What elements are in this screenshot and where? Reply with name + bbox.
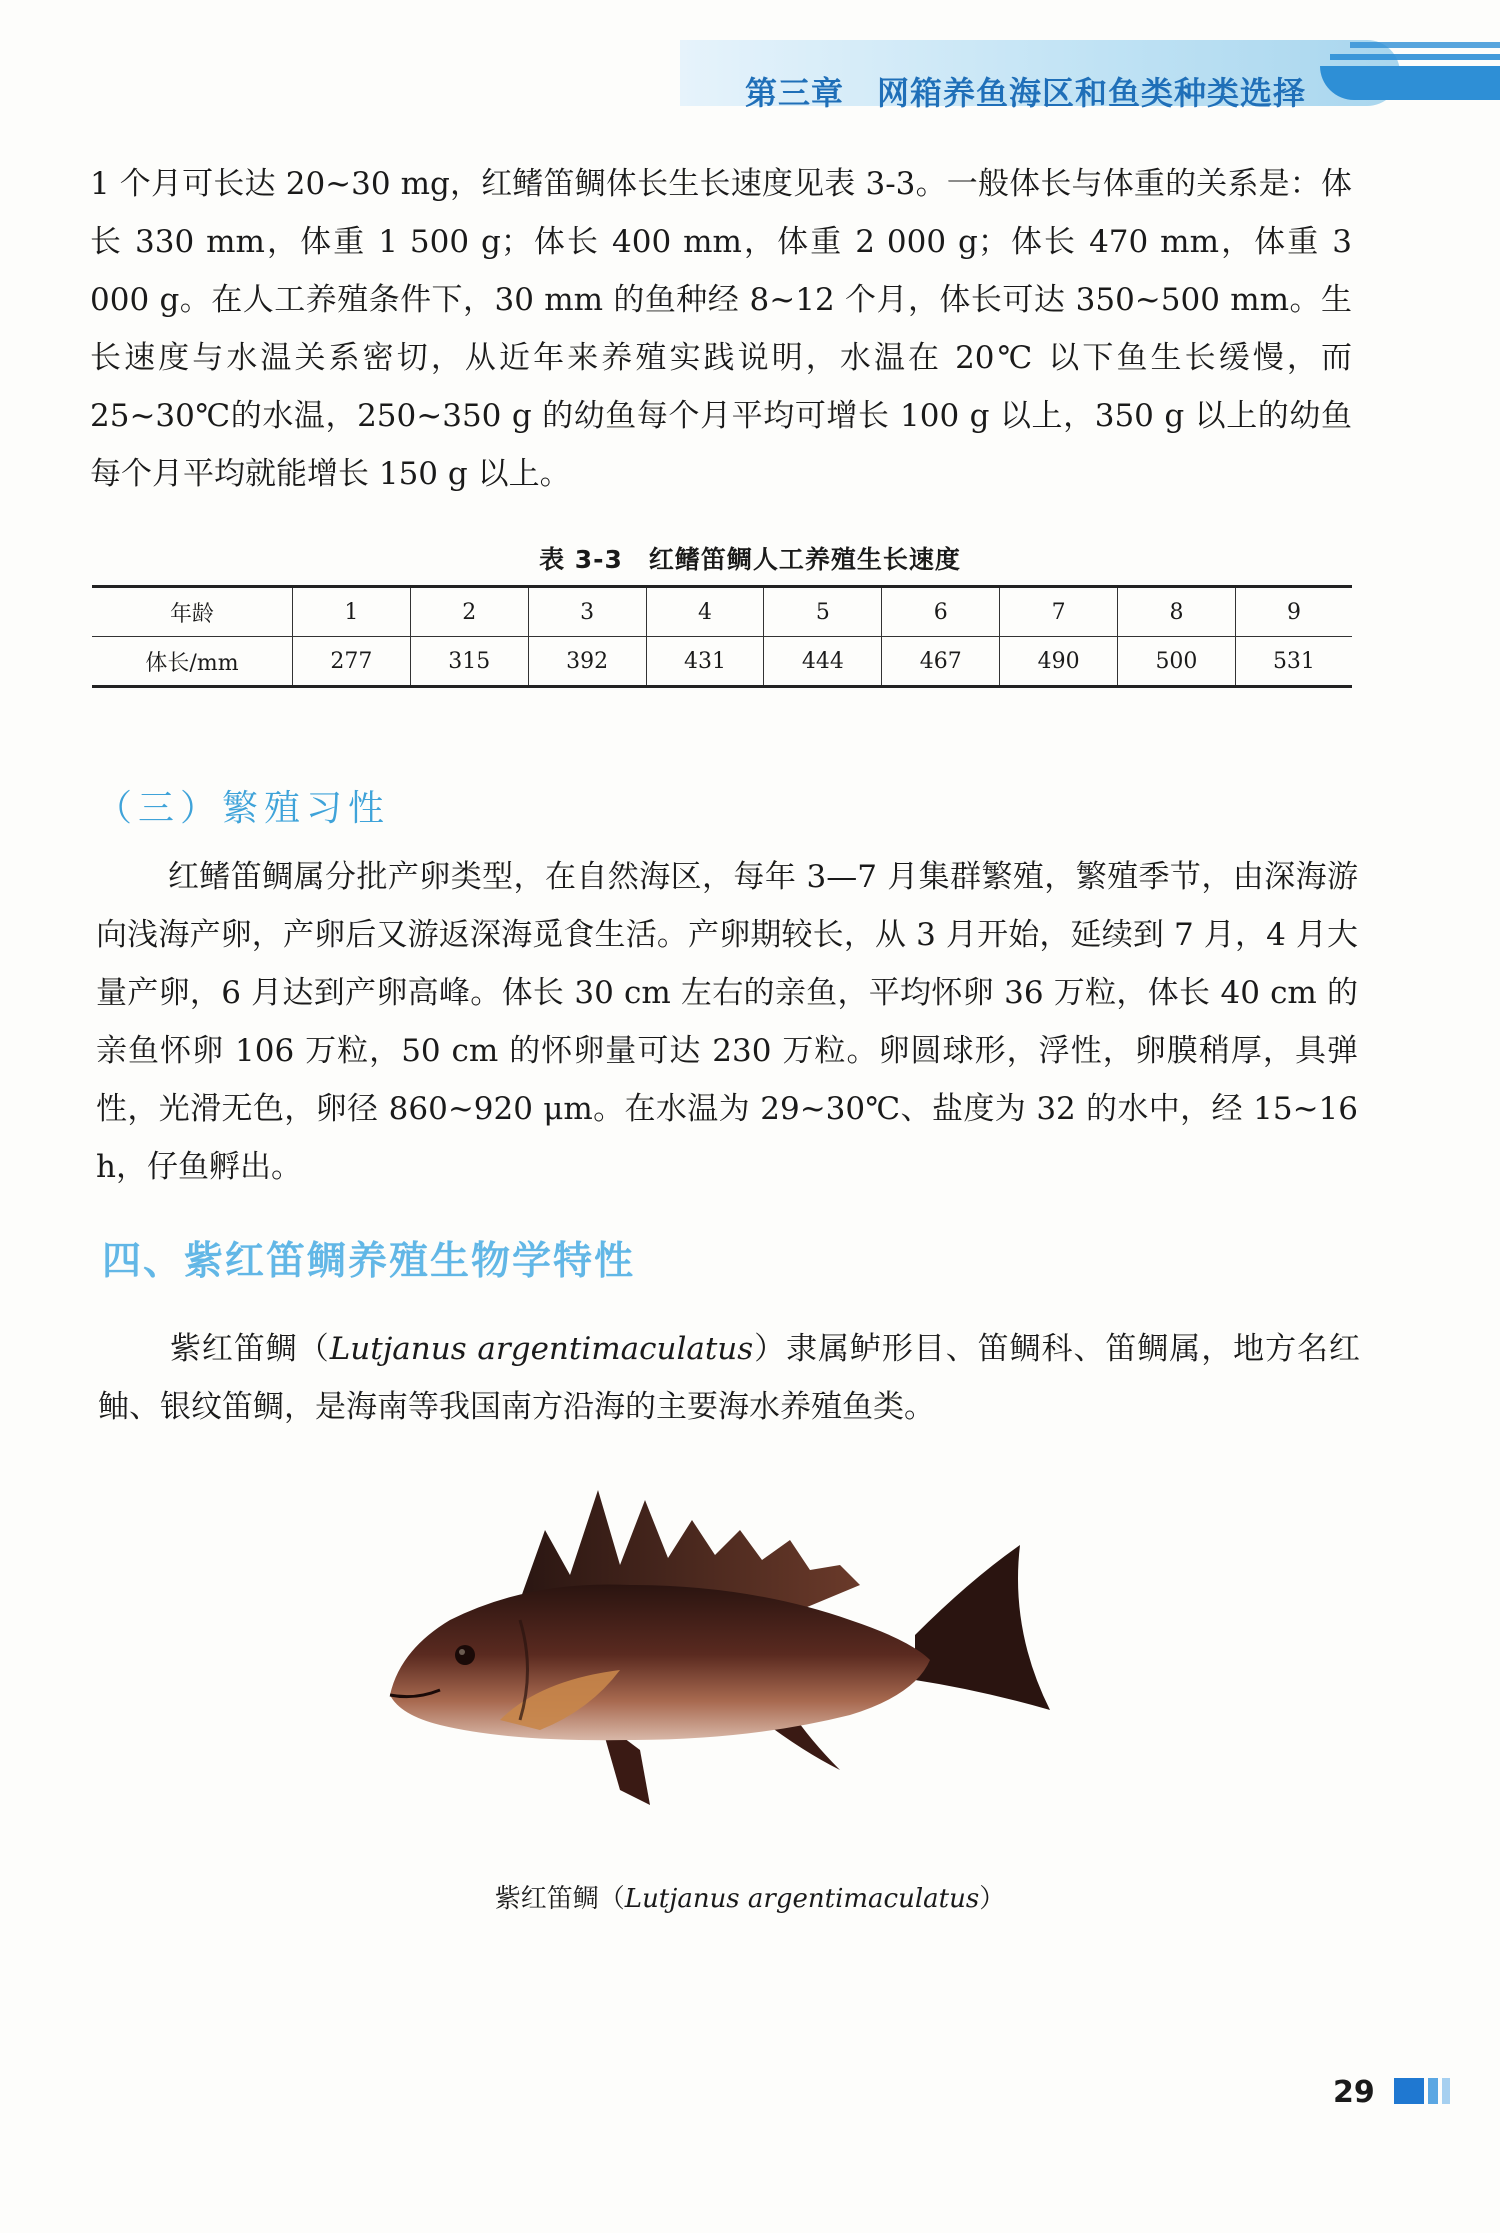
caption-suffix: ） bbox=[979, 1884, 1006, 1914]
table-cell: 1 bbox=[293, 587, 411, 637]
caption-latin-name: Lutjanus argentimaculatus bbox=[624, 1884, 980, 1914]
intro-latin-name: Lutjanus argentimaculatus bbox=[329, 1331, 754, 1367]
table-cell: 6 bbox=[882, 587, 1000, 637]
paragraph-reproduction: 红鳍笛鲷属分批产卵类型，在自然海区，每年 3—7 月集群繁殖，繁殖季节，由深海游向浅海产卵，产卵后又游返深海觅食生活。产卵期较长，从 3 月开始，延续到 7 月，4 月大量产卵，6 月达到产卵高峰。体长 30 cm 左右的亲鱼，平均怀卵 36 万粒，体长 40 cm 的亲鱼怀卵 106 万粒，50 cm 的怀卵量可达 230 万粒。卵圆球形，浮性，卵膜稍厚，具弹性，光滑无色，卵径 860~920 μm。在水温为 29~30℃、盐度为 32 的水中，经 15~16 h，仔鱼孵出。 bbox=[96, 859, 1358, 1185]
table-cell: 4 bbox=[646, 587, 764, 637]
header-stripes bbox=[1320, 42, 1500, 102]
table-cell: 392 bbox=[528, 637, 646, 687]
page-number: 29 bbox=[1333, 2075, 1375, 2110]
page-number-marks bbox=[1394, 2078, 1454, 2104]
table-cell: 2 bbox=[410, 587, 528, 637]
table-row-age bbox=[92, 587, 1352, 637]
table-cell: 3 bbox=[528, 587, 646, 637]
table-caption: 表 3-3 红鳍笛鲷人工养殖生长速度 bbox=[539, 545, 961, 574]
row-header-age: 年龄 bbox=[92, 587, 293, 637]
intro-suffix: ）隶属鲈形目、笛鲷科、笛鲷属，地方名红鲉、银纹笛鲷，是海南等我国南方沿海的主要海水养殖鱼类。 bbox=[98, 1331, 1360, 1425]
figure-caption bbox=[0, 1878, 1500, 1915]
paragraph-intro bbox=[98, 1320, 1360, 1436]
table-cell: 277 bbox=[293, 637, 411, 687]
table-cell: 444 bbox=[764, 637, 882, 687]
table-cell: 8 bbox=[1118, 587, 1236, 637]
table-cell: 467 bbox=[882, 637, 1000, 687]
table-cell: 9 bbox=[1235, 587, 1352, 637]
red-snapper-fish-icon bbox=[370, 1450, 1090, 1870]
chapter-title: 第三章 网箱养鱼海区和鱼类种类选择 bbox=[745, 74, 1307, 112]
table-cell: 5 bbox=[764, 587, 882, 637]
caption-prefix: 紫红笛鲷（ bbox=[494, 1884, 625, 1914]
paragraph-growth: 1 个月可长达 20~30 mg，红鳍笛鲷体长生长速度见表 3-3。一般体长与体重的关系是：体长 330 mm，体重 1 500 g；体长 400 mm，体重 2 000 g；体长 470 mm，体重 3 000 g。在人工养殖条件下，30 mm 的鱼种经 8~12 个月，体长可达 350~500 mm。生长速度与水温关系密切，从近年来养殖实践说明，水温在 20℃ 以下鱼生长缓慢，而 25~30℃的水温，250~350 g 的幼鱼每个月平均可增长 100 g 以上，350 g 以上的幼鱼每个月平均就能增长 150 g 以上。 bbox=[90, 166, 1352, 492]
table-cell: 431 bbox=[646, 637, 764, 687]
table-cell: 531 bbox=[1235, 637, 1352, 687]
section-heading: 四、紫红笛鲷养殖生物学特性 bbox=[102, 1239, 636, 1284]
row-header-length: 体长/mm bbox=[92, 637, 293, 687]
subsection-heading: （三）繁殖习性 bbox=[96, 788, 391, 829]
table-cell: 315 bbox=[410, 637, 528, 687]
table-cell: 7 bbox=[1000, 587, 1118, 637]
intro-prefix: 紫红笛鲷（ bbox=[170, 1331, 330, 1367]
table-row-length bbox=[92, 637, 1352, 687]
table-cell: 500 bbox=[1118, 637, 1236, 687]
table-cell: 490 bbox=[1000, 637, 1118, 687]
growth-rate-table bbox=[92, 585, 1352, 688]
